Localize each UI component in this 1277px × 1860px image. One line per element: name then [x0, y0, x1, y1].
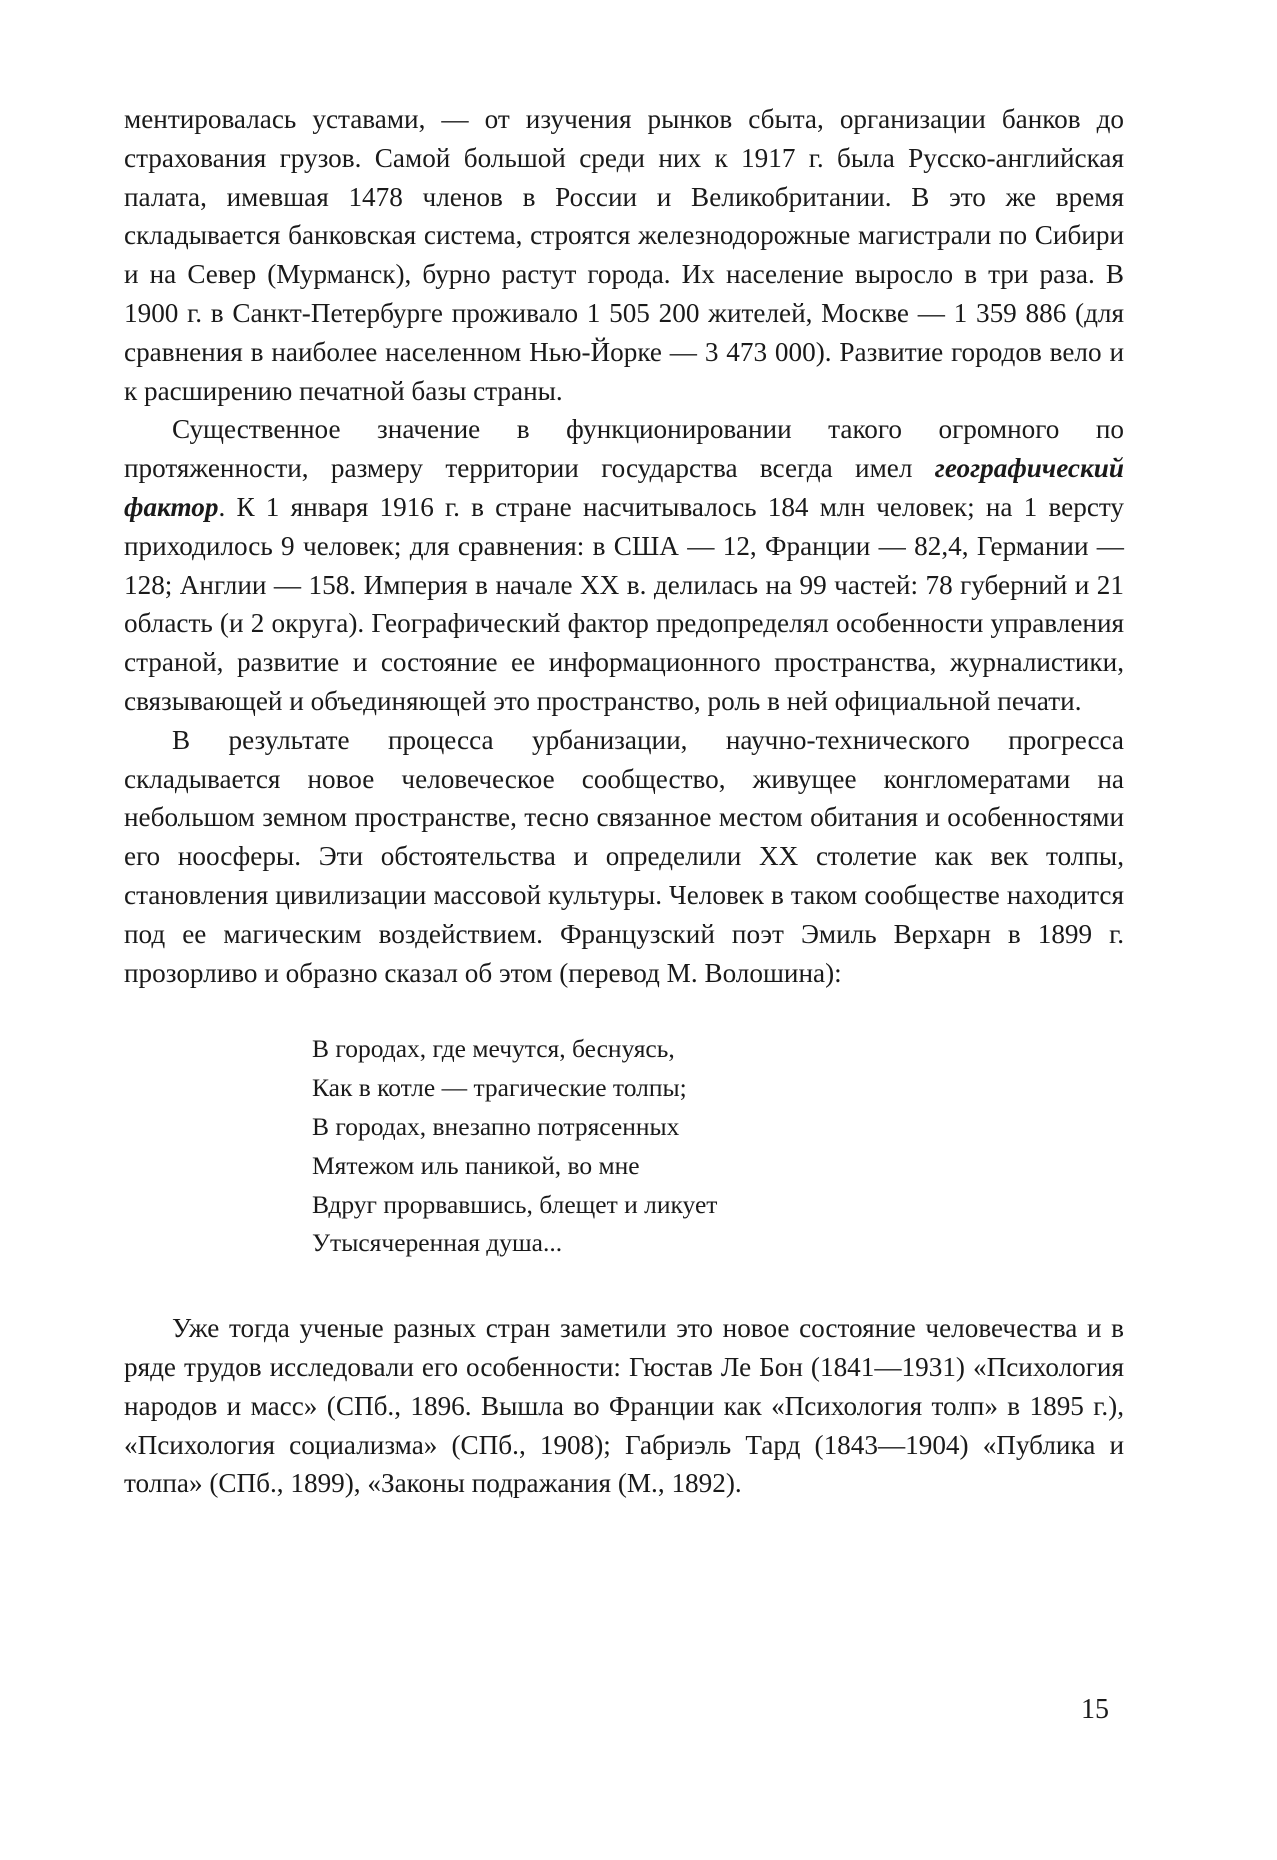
poem-line: В городах, внезапно потрясенных: [312, 1111, 680, 1141]
poem-line: Вдруг прорвавшись, блещет и ликует: [312, 1189, 718, 1219]
paragraph-continued: ментировалась уставами, — от изучения рынков сбыта, организации банков до страхования грузов. Самой большой среди них к 1917 г. была Русско-английская палата, имевшая 1478 членов в России и Великобритании. В это же время складывается банковская система, строятся железнодорожные магистрали по Сибири и на Север (Мурманск), бурно растут города. Их население выросло в три раза. В 1900 г. в Санкт-Петербурге проживало 1 505 200 жителей, Москве — 1 359 886 (для сравнения в наиболее населенном Нью-Йорке — 3 473 000). Развитие городов вело и к расширению печатной базы страны.: [124, 104, 1124, 406]
paragraph-crowd-studies: Уже тогда ученые разных стран заметили это новое состояние человечества и в ряде трудов исследовали его особенности: Гюстав Ле Бон (1841—1931) «Психология народов и масс» (СПб., 1896. Вышла во Франции как «Психология толп» в 1895 г.), «Психология социализма» (СПб., 1908); Габриэль Тард (1843—1904) «Публика и толпа» (СПб., 1899), «Законы подражания (М., 1892).: [124, 1313, 1124, 1499]
poem-line: В городах, где мечутся, беснуясь,: [312, 1034, 675, 1064]
paragraph-geographic-factor: [124, 410, 1124, 720]
paragraph-text: Существенное значение в функционировании такого огромного по протяженности, размеру территории государства всегда имел: [124, 414, 1124, 484]
paragraph-urbanization: В результате процесса урбанизации, научно-технического прогресса складывается новое человеческое сообщество, живущее конгломератами на небольшом земном пространстве, тесно связанное местом обитания и особенностями его ноосферы. Эти обстоятельства и определили XX столетие как век толпы, становления цивилизации массовой культуры. Человек в таком сообществе находится под ее магическим воздействием. Французский поэт Эмиль Верхарн в 1899 г. прозорливо и образно сказал об этом (перевод М. Волошина):: [124, 724, 1124, 988]
poem-line: Как в котле — трагические толпы;: [312, 1073, 687, 1103]
poem-quote: [312, 1030, 1124, 1263]
poem-line: Утысячеренная душа...: [312, 1228, 563, 1258]
book-page: [124, 100, 1124, 1503]
emphasized-term: географический фактор: [124, 453, 1124, 522]
poem-line: Мятежом иль паникой, во мне: [312, 1150, 640, 1180]
page-number: 15: [1081, 1694, 1109, 1725]
paragraph-text: . К 1 января 1916 г. в стране насчитывалось 184 млн человек; на 1 версту приходилось 9 человек; для сравнения: в США — 12, Франции — 82,4, Германии — 128; Англии — 158. Империя в начале XX в. делилась на 99 частей: 78 губерний и 21 область (и 2 округа). Географический фактор предопределял особенности управления страной, развитие и состояние ее информационного пространства, журналистики, связывающей и объединяющей это пространство, роль в ней официальной печати.: [124, 491, 1124, 716]
